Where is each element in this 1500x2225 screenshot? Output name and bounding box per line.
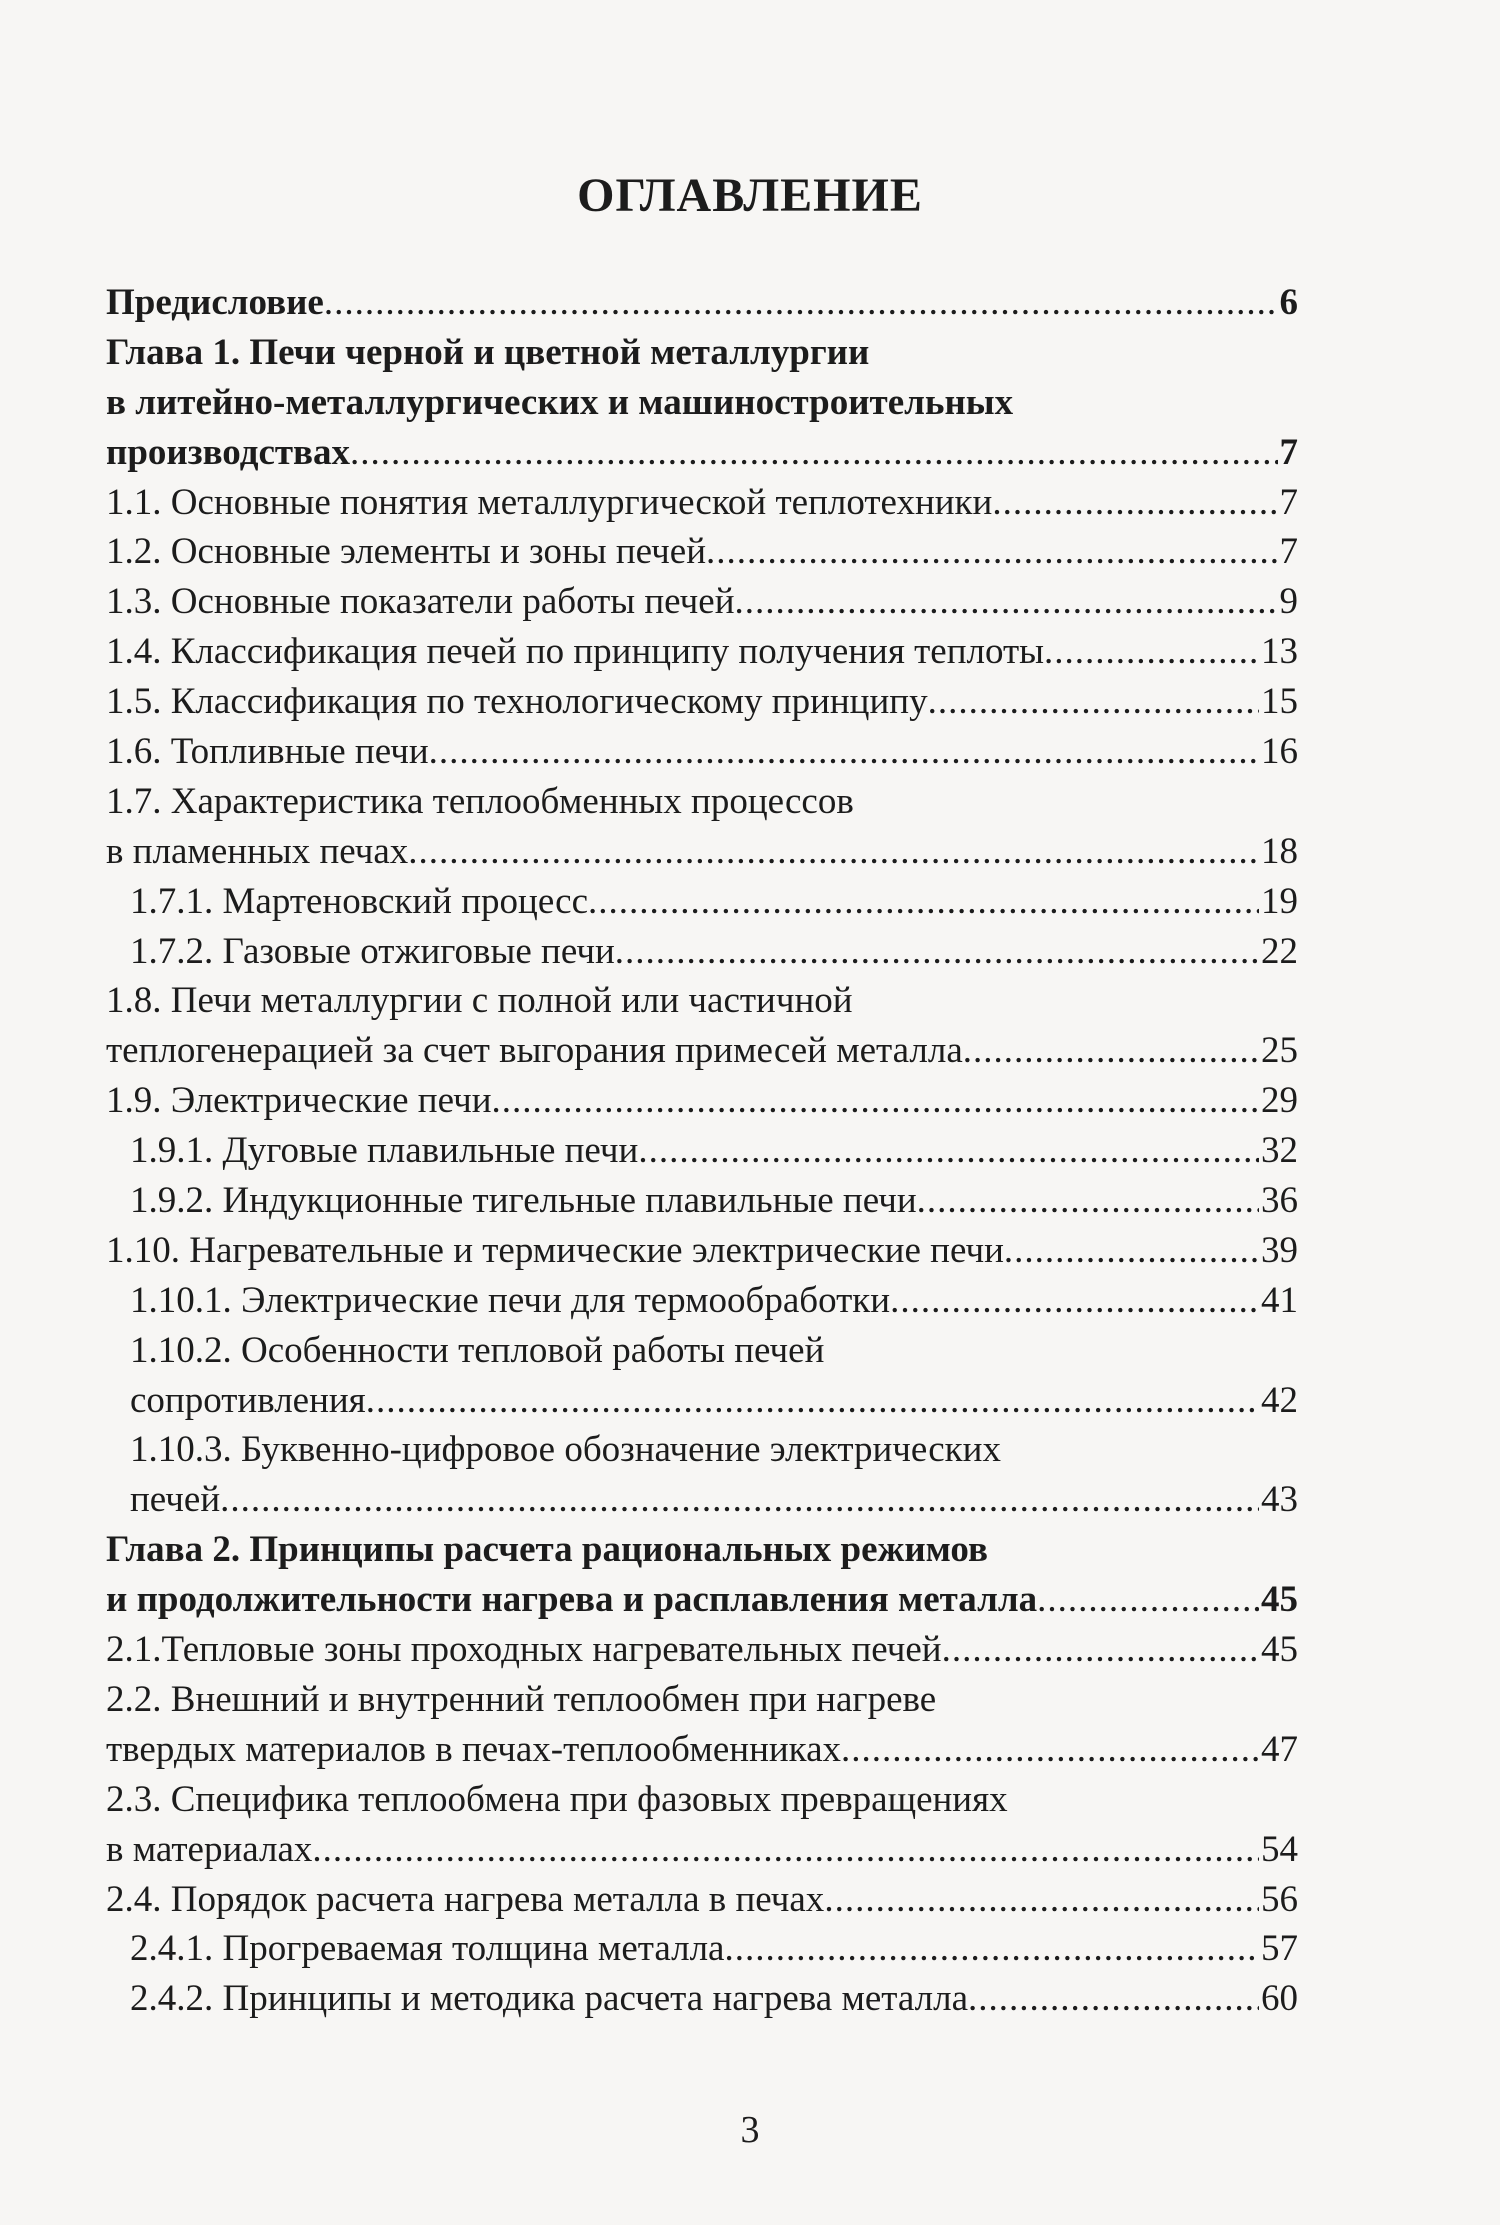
toc-entry-page: 7 (1279, 481, 1298, 523)
toc-entry-title: 1.9.2. Индукционные тигельные плавильные печи (130, 1180, 917, 1222)
dot-leader (735, 577, 1278, 627)
toc-entry (106, 1725, 1298, 1775)
toc-entry-title: 1.10.3. Буквенно-цифровое обозначение электрических (130, 1429, 1001, 1471)
toc-entry (106, 1974, 1298, 2024)
toc-entry (106, 777, 1298, 827)
toc-entry-title: и продолжительности нагрева и расплавления металла (106, 1579, 1038, 1621)
toc-entry-title: 2.3. Специфика теплообмена при фазовых превращениях (106, 1778, 1008, 1820)
dot-leader (841, 1725, 1259, 1775)
toc-entry (106, 577, 1298, 627)
toc-entry (106, 976, 1298, 1026)
toc-entry (106, 727, 1298, 777)
toc-entry (106, 1126, 1298, 1176)
toc-entry (106, 328, 1298, 378)
dot-leader (942, 1625, 1259, 1675)
table-of-contents (106, 278, 1298, 2024)
toc-entry-title: в литейно-металлургических и машиностроительных (106, 381, 1014, 423)
dot-leader (824, 1875, 1259, 1925)
toc-entry-title: Глава 2. Принципы расчета рациональных режимов (106, 1529, 988, 1571)
toc-entry-title: Глава 1. Печи черной и цветной металлургии (106, 331, 870, 373)
toc-entry-title: производствах (106, 431, 351, 473)
toc-entry-page: 57 (1261, 1928, 1298, 1970)
toc-entry-title: печей (130, 1479, 221, 1521)
toc-entry (106, 827, 1298, 877)
dot-leader (492, 1076, 1259, 1126)
dot-leader (917, 1176, 1259, 1226)
dot-leader (220, 1475, 1259, 1525)
dot-leader (928, 677, 1259, 727)
toc-entry (106, 627, 1298, 677)
toc-entry-title: 1.3. Основные показатели работы печей (106, 581, 735, 623)
dot-leader (706, 527, 1277, 577)
toc-entry-title: 1.7.2. Газовые отжиговые печи (130, 930, 615, 972)
toc-entry-title: 1.6. Топливные печи (106, 731, 429, 773)
dot-leader (350, 428, 1277, 478)
toc-entry-page: 41 (1261, 1279, 1298, 1321)
toc-entry (106, 1825, 1298, 1875)
toc-entry (106, 428, 1298, 478)
toc-entry-title: твердых материалов в печах-теплообменниках (106, 1728, 842, 1770)
toc-entry (106, 1625, 1298, 1675)
toc-entry (106, 1775, 1298, 1825)
toc-entry-page: 32 (1261, 1130, 1298, 1172)
toc-entry (106, 1675, 1298, 1725)
toc-entry-page: 47 (1261, 1728, 1298, 1770)
dot-leader (638, 1126, 1259, 1176)
dot-leader (968, 1974, 1259, 2024)
toc-entry-page: 25 (1261, 1030, 1298, 1072)
dot-leader (366, 1376, 1259, 1426)
dot-leader (963, 1026, 1259, 1076)
toc-entry-title: 1.4. Классификация печей по принципу получения теплоты (106, 631, 1045, 673)
toc-entry (106, 877, 1298, 927)
dot-leader (890, 1276, 1259, 1326)
toc-entry-title: 2.4.2. Принципы и методика расчета нагрева металла (130, 1978, 969, 2020)
toc-entry (106, 1026, 1298, 1076)
toc-entry-title: 2.1.Тепловые зоны проходных нагревательных печей (106, 1629, 942, 1671)
toc-entry (106, 1376, 1298, 1426)
toc-entry-page: 42 (1261, 1379, 1298, 1421)
toc-entry-title: 1.7.1. Мартеновский процесс (130, 880, 589, 922)
toc-entry-title: Предисловие (106, 282, 324, 323)
toc-entry-title: 1.9.1. Дуговые плавильные печи (130, 1130, 639, 1172)
toc-entry (106, 1875, 1298, 1925)
toc-entry-title: 1.10.1. Электрические печи для термообработки (130, 1279, 891, 1321)
dot-leader (1044, 627, 1259, 677)
toc-entry-title: 2.4.1. Прогреваемая толщина металла (130, 1928, 725, 1970)
toc-entry-page: 43 (1261, 1479, 1298, 1521)
toc-entry-page: 45 (1261, 1579, 1298, 1621)
toc-entry-title: 1.10. Нагревательные и термические электрические печи (106, 1229, 1004, 1271)
dot-leader (429, 727, 1259, 777)
toc-entry-title: 1.10.2. Особенности тепловой работы печей (130, 1329, 825, 1371)
toc-entry (106, 378, 1298, 428)
toc-entry (106, 527, 1298, 577)
toc-entry-title: теплогенерацией за счет выгорания примесей металла (106, 1030, 963, 1072)
dot-leader (992, 478, 1277, 528)
toc-entry-title: 1.7. Характеристика теплообменных процессов (106, 780, 854, 822)
dot-leader (588, 877, 1259, 927)
dot-leader (1004, 1226, 1259, 1276)
dot-leader (324, 278, 1278, 328)
toc-entry-page: 19 (1261, 880, 1298, 922)
toc-entry (106, 927, 1298, 977)
dot-leader (615, 927, 1259, 977)
toc-entry (106, 677, 1298, 727)
dot-leader (408, 827, 1259, 877)
toc-entry-title: 1.9. Электрические печи (106, 1080, 492, 1122)
toc-entry-page: 7 (1279, 531, 1298, 573)
toc-entry-title: сопротивления (130, 1379, 366, 1421)
toc-entry (106, 1425, 1298, 1475)
toc-entry-page: 16 (1261, 731, 1298, 773)
toc-entry (106, 1226, 1298, 1276)
toc-entry-page: 15 (1261, 681, 1298, 723)
toc-entry-page: 54 (1261, 1828, 1298, 1870)
toc-entry-page: 45 (1261, 1629, 1298, 1671)
toc-entry (106, 1475, 1298, 1525)
toc-entry (106, 1575, 1298, 1625)
dot-leader (1037, 1575, 1259, 1625)
toc-entry-page: 7 (1279, 431, 1298, 473)
dot-leader (724, 1924, 1259, 1974)
page-title: ОГЛАВЛЕНИЕ (577, 169, 923, 222)
toc-entry-title: 1.2. Основные элементы и зоны печей (106, 531, 707, 573)
dot-leader (312, 1825, 1259, 1875)
toc-entry (106, 478, 1298, 528)
toc-entry (106, 278, 1298, 328)
toc-entry-title: 2.4. Порядок расчета нагрева металла в печах (106, 1878, 825, 1920)
toc-entry-title: в пламенных печах (106, 830, 409, 872)
toc-entry-page: 6 (1279, 282, 1298, 323)
toc-entry (106, 1276, 1298, 1326)
toc-entry-title: в материалах (106, 1828, 313, 1870)
toc-entry-title: 1.8. Печи металлургии с полной или частичной (106, 980, 853, 1022)
toc-entry (106, 1326, 1298, 1376)
toc-entry-page: 22 (1261, 930, 1298, 972)
toc-entry-page: 29 (1261, 1080, 1298, 1122)
toc-entry (106, 1924, 1298, 1974)
page-number: 3 (740, 2109, 760, 2151)
toc-entry (106, 1525, 1298, 1575)
toc-entry-page: 56 (1261, 1878, 1298, 1920)
toc-entry (106, 1176, 1298, 1226)
toc-entry-page: 18 (1261, 830, 1298, 872)
toc-entry-page: 39 (1261, 1229, 1298, 1271)
toc-entry (106, 1076, 1298, 1126)
toc-entry-page: 13 (1261, 631, 1298, 673)
toc-entry-page: 60 (1261, 1978, 1298, 2020)
toc-entry-page: 36 (1261, 1180, 1298, 1222)
toc-entry-title: 1.5. Классификация по технологическому принципу (106, 681, 928, 723)
toc-entry-page: 9 (1279, 581, 1298, 623)
toc-entry-title: 1.1. Основные понятия металлургической теплотехники (106, 481, 993, 523)
toc-entry-title: 2.2. Внешний и внутренний теплообмен при нагреве (106, 1678, 937, 1720)
